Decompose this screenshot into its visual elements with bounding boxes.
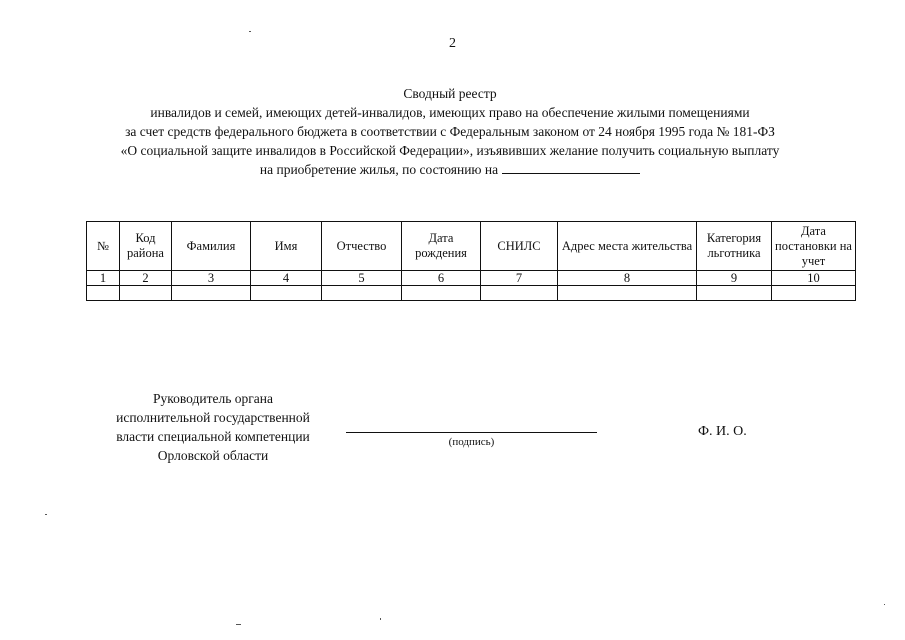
scan-speck [380, 618, 381, 620]
signatory-line-2: исполнительной государственной [116, 410, 310, 425]
header-district-code: Код района [120, 222, 172, 271]
table-empty-row [87, 286, 856, 301]
signatory-line-3: власти специальной компетенции [116, 429, 310, 444]
page-number: 2 [449, 36, 456, 51]
signatory-position [96, 389, 330, 465]
empty-cell [172, 286, 251, 301]
empty-cell [697, 286, 772, 301]
title-line-4: «О социальной защите инвалидов в Российской Федерации», изъявивших желание получить социальную выплату [120, 143, 780, 158]
column-number-9: 9 [697, 271, 772, 286]
column-number-6: 6 [402, 271, 481, 286]
signatory-line-4: Орловской области [157, 448, 269, 463]
column-number-7: 7 [481, 271, 558, 286]
header-snils: СНИЛС [481, 222, 558, 271]
signature-line [346, 432, 597, 433]
column-number-8: 8 [558, 271, 697, 286]
scan-speck [45, 514, 47, 515]
column-number-10: 10 [772, 271, 856, 286]
title-line-2: инвалидов и семей, имеющих детей-инвалидов, имеющих право на обеспечение жилыми помещениями [150, 105, 750, 120]
header-birth-date: Дата рождения [402, 222, 481, 271]
scan-speck [884, 604, 885, 605]
title-line-5-wrap [60, 160, 840, 179]
header-category: Категория льготника [697, 222, 772, 271]
empty-cell [772, 286, 856, 301]
column-number-5: 5 [322, 271, 402, 286]
header-registration-date: Дата постановки на учет [772, 222, 856, 271]
full-name-placeholder: Ф. И. О. [698, 424, 747, 439]
registry-table [86, 221, 856, 301]
title-line-3: за счет средств федерального бюджета в соответствии с Федеральным законом от 24 ноября 1995 года № 181-ФЗ [125, 124, 775, 139]
empty-cell [87, 286, 120, 301]
title-line-1: Сводный реестр [403, 86, 497, 101]
column-number-1: 1 [87, 271, 120, 286]
table-header-row [87, 222, 856, 271]
empty-cell [322, 286, 402, 301]
empty-cell [120, 286, 172, 301]
empty-cell [251, 286, 322, 301]
signatory-line-1: Руководитель органа [152, 391, 274, 406]
signature-caption: (подпись) [448, 436, 495, 448]
column-number-4: 4 [251, 271, 322, 286]
scan-speck [249, 31, 251, 32]
empty-cell [558, 286, 697, 301]
scan-speck [236, 624, 241, 625]
column-number-2: 2 [120, 271, 172, 286]
table-column-numbers-row [87, 271, 856, 286]
empty-cell [402, 286, 481, 301]
header-patronymic: Отчество [322, 222, 402, 271]
header-address: Адрес места жительства [558, 222, 697, 271]
date-blank-field [502, 161, 640, 174]
header-surname: Фамилия [172, 222, 251, 271]
title-line-5: на приобретение жилья, по состоянию на [259, 162, 499, 177]
header-number: № [87, 222, 120, 271]
document-title [60, 84, 840, 179]
column-number-3: 3 [172, 271, 251, 286]
empty-cell [481, 286, 558, 301]
header-first-name: Имя [251, 222, 322, 271]
